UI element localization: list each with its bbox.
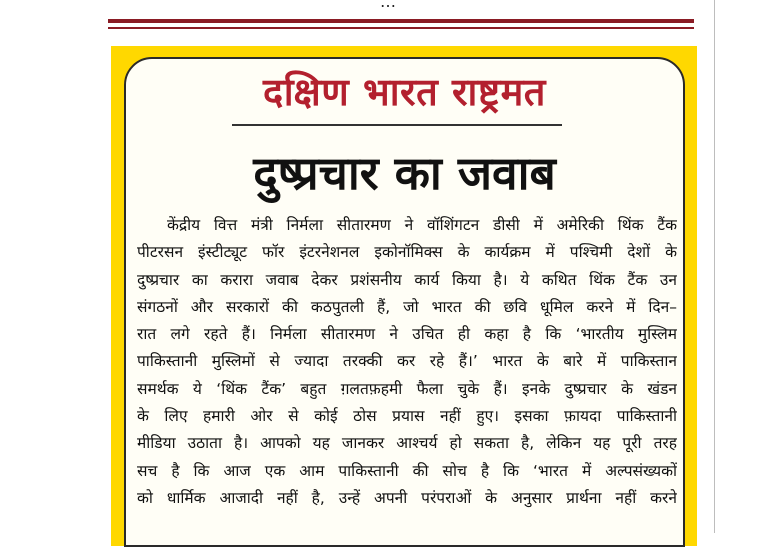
top-text-fragment: … [380,0,397,11]
body-line: केंद्रीय वित्त मंत्री निर्मला सीतारमण ने वॉशिंगटन डीसी में अमेरिकी थिंक टैंक [167,216,677,234]
body-line: पीटरसन इंस्टीट्यूट फॉर इंटरनेशनल इकोनॉमिक्स के कार्यक्रम में पश्चिमी देशों के [137,243,677,262]
body-line: समर्थक ये ‘थिंक टैंक’ बहुत ग़लतफ़हमी फैला चुके हैं। इनके दुष्प्रचार के खंडन [137,379,677,398]
body-line: सच है कि आज एक आम पाकिस्तानी की सोच है कि ‘भारत में अल्पसंख्यकों [137,461,677,480]
body-line: रात लगे रहते हैं। निर्मला सीतारमण ने उचित ही कहा है कि ‘भारतीय मुस्लिम [137,325,677,344]
column-separator [714,0,715,533]
body-line: के लिए हमारी ओर से कोई ठोस प्रयास नहीं हुए। इसका फ़ायदा पाकिस्तानी [137,407,677,426]
masthead-underline [232,124,562,126]
body-line: संगठनों और सरकारों की कठपुतली हैं, जो भारत की छवि धूमिल करने में दिन– [137,297,677,316]
editorial-headline: दुष्प्रचार का जवाब [253,146,556,200]
body-line: को धार्मिक आजादी नहीं है, उन्हें अपनी परंपराओं के अनुसार प्रार्थना नहीं करने [137,488,677,507]
top-divider-rule-thin [108,27,694,29]
top-divider-rule [108,19,694,23]
masthead-title: दक्षिण भारत राष्ट्रमत [263,70,546,114]
body-line: मीडिया उठाता है। आपको यह जानकर आश्चर्य हो सकता है, लेकिन यह पूरी तरह [137,434,677,453]
body-line: पाकिस्तानी मुस्लिमों से ज्यादा तरक्की कर रहे हैं।’ भारत के बारे में पाकिस्तान [137,352,677,371]
body-line: दुष्प्रचार का करारा जवाब देकर प्रशंसनीय कार्य किया है। ये कथित थिंक टैंक उन [137,270,677,289]
editorial-body [137,212,677,512]
